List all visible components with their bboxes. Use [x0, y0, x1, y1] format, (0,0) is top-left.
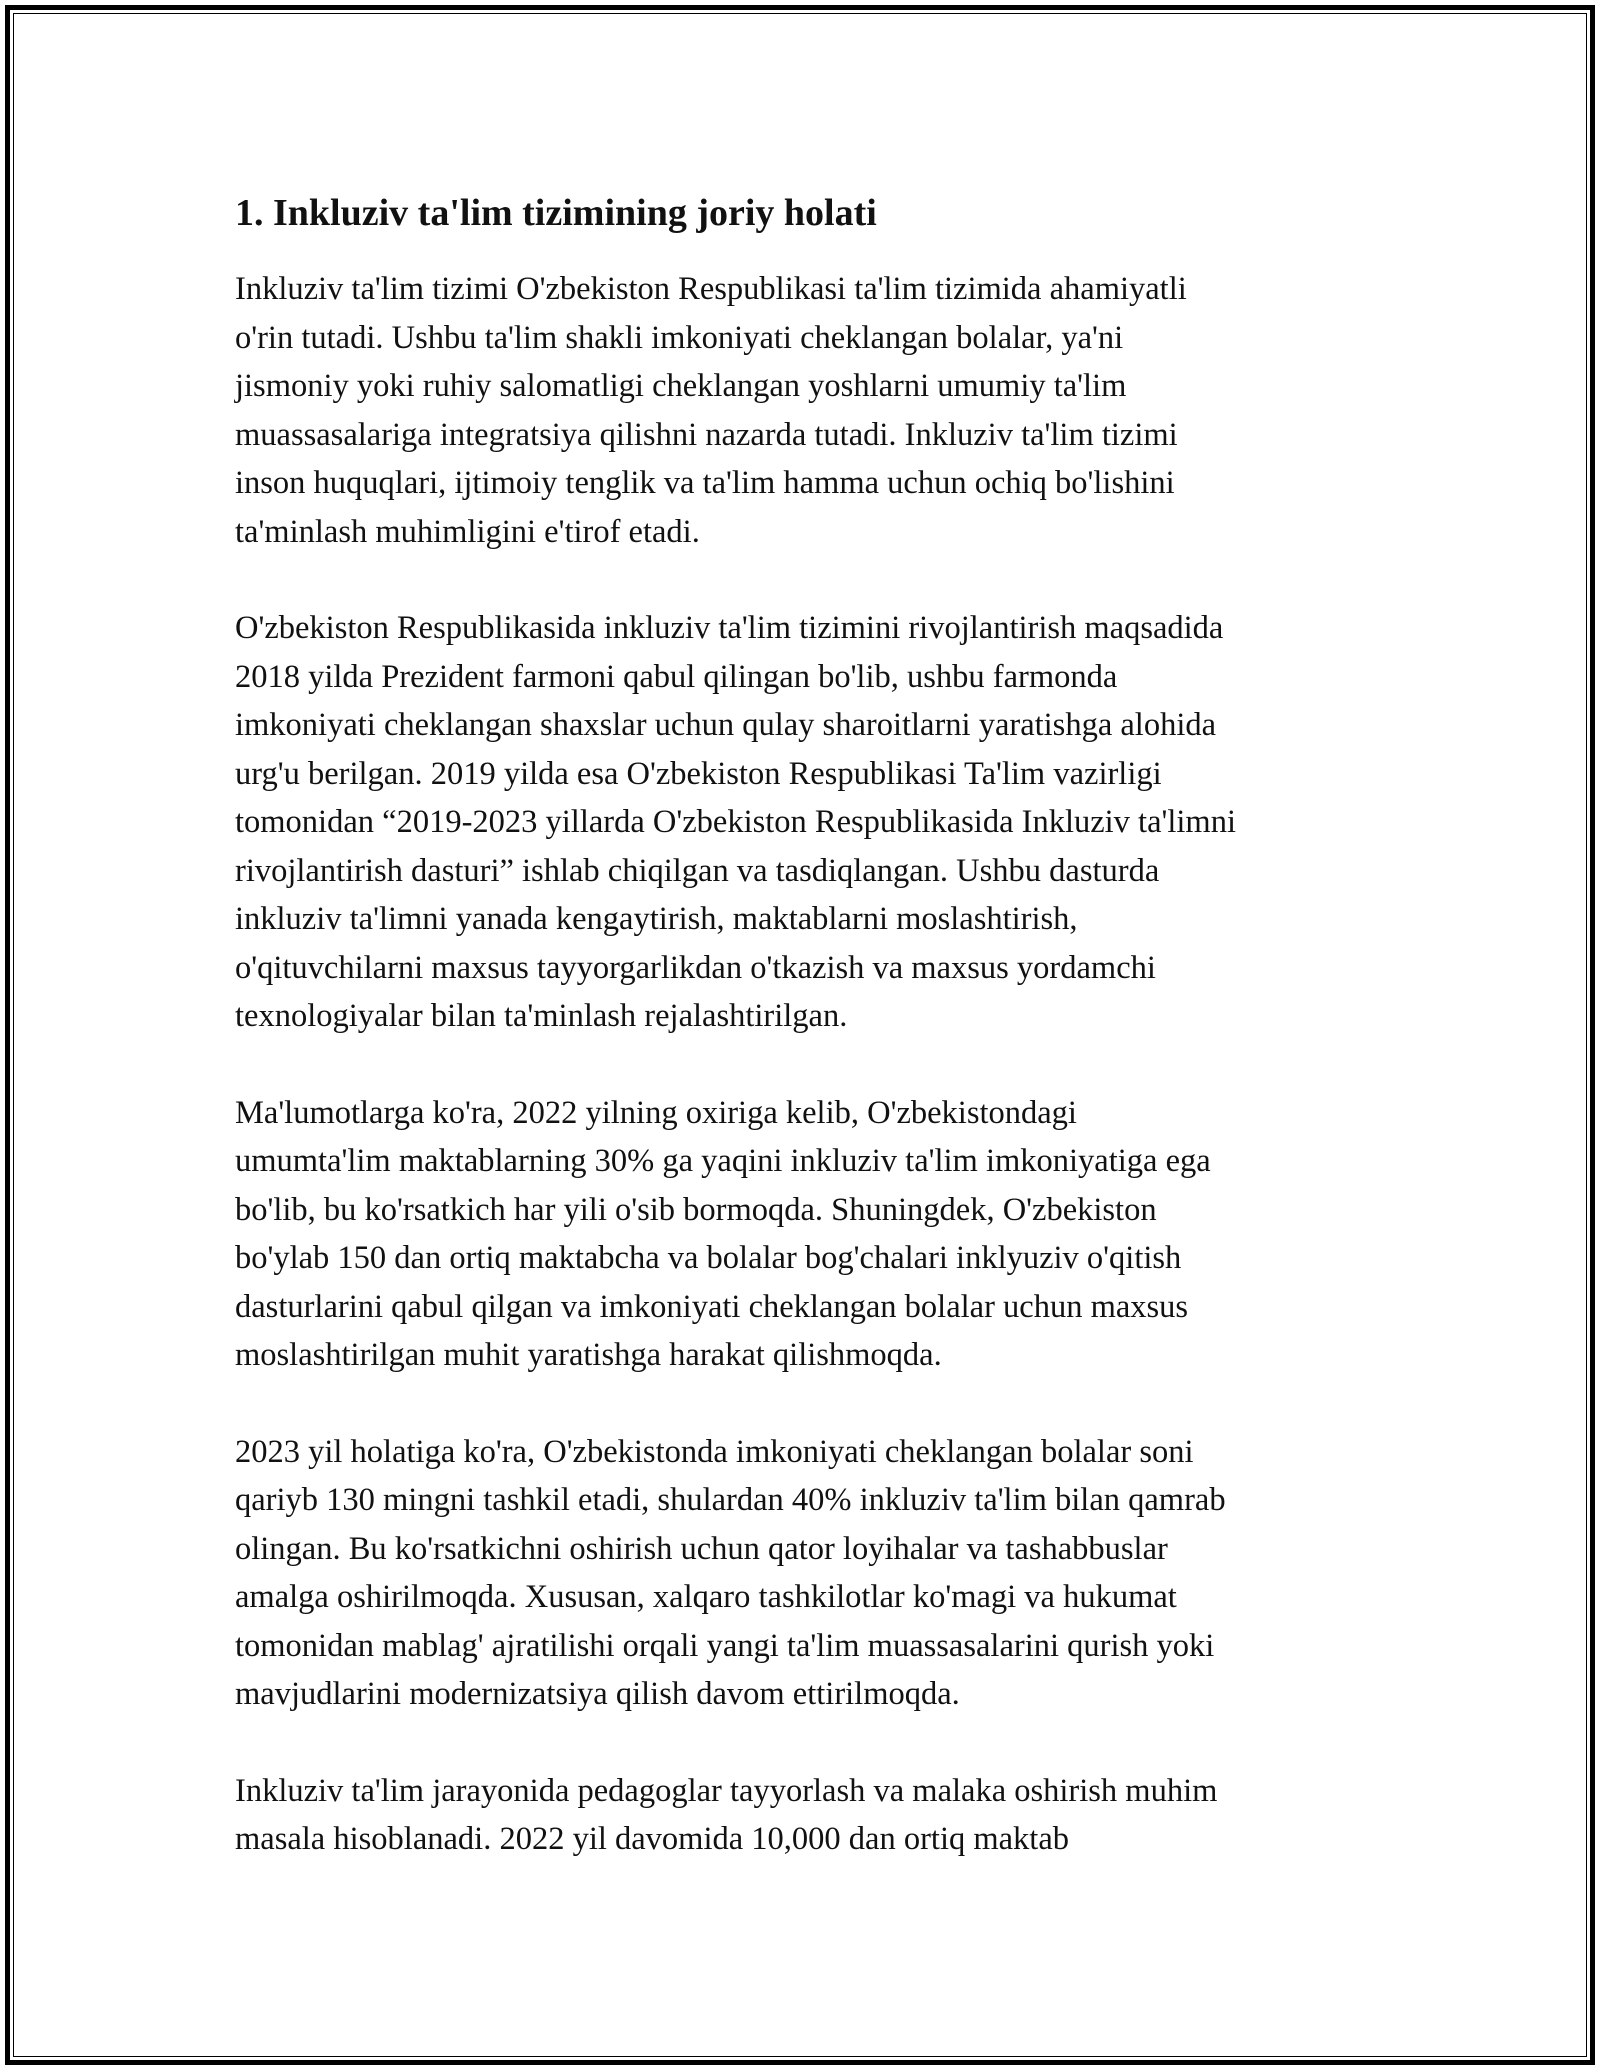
text-line: o'qituvchilarni maxsus tayyorgarlikdan o'tkazish va maxsus yordamchi: [235, 949, 1156, 986]
text-line: tomonidan “2019-2023 yillarda O'zbekiston Respublikasida Inkluziv ta'limni: [235, 804, 1236, 840]
paragraph-4: [235, 1428, 1385, 1719]
text-line: bo'lib, bu ko'rsatkich har yili o'sib bormoqda. Shuningdek, O'zbekiston: [235, 1191, 1157, 1228]
text-line: Ma'lumotlarga ko'ra, 2022 yilning oxiriga kelib, O'zbekistondagi: [235, 1094, 1077, 1131]
text-line: inkluziv ta'limni yanada kengaytirish, maktablarni moslashtirish,: [235, 901, 1078, 937]
text-line: inson huquqlari, ijtimoiy tenglik va ta'lim hamma uchun ochiq bo'lishini: [235, 465, 1175, 501]
text-line: tomonidan mablag' ajratilishi orqali yangi ta'lim muassasalarini qurish yoki: [235, 1627, 1215, 1664]
text-line: masala hisoblanadi. 2022 yil davomida 10,000 dan ortiq maktab: [235, 1821, 1070, 1857]
text-line: 2018 yilda Prezident farmoni qabul qilingan bo'lib, ushbu farmonda: [235, 658, 1118, 695]
text-line: 2023 yil holatiga ko'ra, O'zbekistonda imkoniyati cheklangan bolalar soni: [235, 1433, 1194, 1470]
text-line: texnologiyalar bilan ta'minlash rejalashtirilgan.: [235, 998, 848, 1034]
text-line: amalga oshirilmoqda. Xususan, xalqaro tashkilotlar ko'magi va hukumat: [235, 1579, 1177, 1615]
text-line: rivojlantirish dasturi” ishlab chiqilgan va tasdiqlangan. Ushbu dasturda: [235, 852, 1160, 889]
section-heading: 1. Inkluziv ta'lim tizimining joriy holati: [235, 192, 877, 234]
document-body: [235, 185, 1385, 1912]
text-line: muassasalariga integratsiya qilishni nazarda tutadi. Inkluziv ta'lim tizimi: [235, 416, 1178, 453]
text-line: O'zbekiston Respublikasida inkluziv ta'lim tizimini rivojlantirish maqsadida: [235, 610, 1224, 646]
text-line: umumta'lim maktablarning 30% ga yaqini inkluziv ta'lim imkoniyatiga ega: [235, 1143, 1211, 1179]
text-line: olingan. Bu ko'rsatkichni oshirish uchun qator loyihalar va tashabbuslar: [235, 1530, 1168, 1567]
text-line: imkoniyati cheklangan shaxslar uchun qulay sharoitlarni yaratishga alohida: [235, 707, 1217, 743]
text-line: urg'u berilgan. 2019 yilda esa O'zbekiston Respublikasi Ta'lim vazirligi: [235, 755, 1162, 792]
text-line: Inkluziv ta'lim tizimi O'zbekiston Respublikasi ta'lim tizimida ahamiyatli: [235, 271, 1187, 307]
text-line: bo'ylab 150 dan ortiq maktabcha va bolalar bog'chalari inklyuziv o'qitish: [235, 1240, 1182, 1276]
paragraph-3: [235, 1089, 1385, 1380]
paragraph-5: [235, 1767, 1385, 1864]
text-line: Inkluziv ta'lim jarayonida pedagoglar tayyorlash va malaka oshirish muhim: [235, 1772, 1218, 1809]
paragraph-1: [235, 265, 1385, 556]
text-line: moslashtirilgan muhit yaratishga harakat qilishmoqda.: [235, 1337, 942, 1373]
text-line: dasturlarini qabul qilgan va imkoniyati cheklangan bolalar uchun maxsus: [235, 1288, 1189, 1325]
text-line: ta'minlash muhimligini e'tirof etadi.: [235, 513, 700, 550]
text-line: mavjudlarini modernizatsiya qilish davom ettirilmoqda.: [235, 1676, 960, 1712]
text-line: jismoniy yoki ruhiy salomatligi cheklangan yoshlarni umumiy ta'lim: [235, 368, 1127, 404]
text-line: qariyb 130 mingni tashkil etadi, shulardan 40% inkluziv ta'lim bilan qamrab: [235, 1482, 1226, 1518]
text-line: o'rin tutadi. Ushbu ta'lim shakli imkoniyati cheklangan bolalar, ya'ni: [235, 319, 1124, 356]
paragraph-2: [235, 604, 1385, 1041]
